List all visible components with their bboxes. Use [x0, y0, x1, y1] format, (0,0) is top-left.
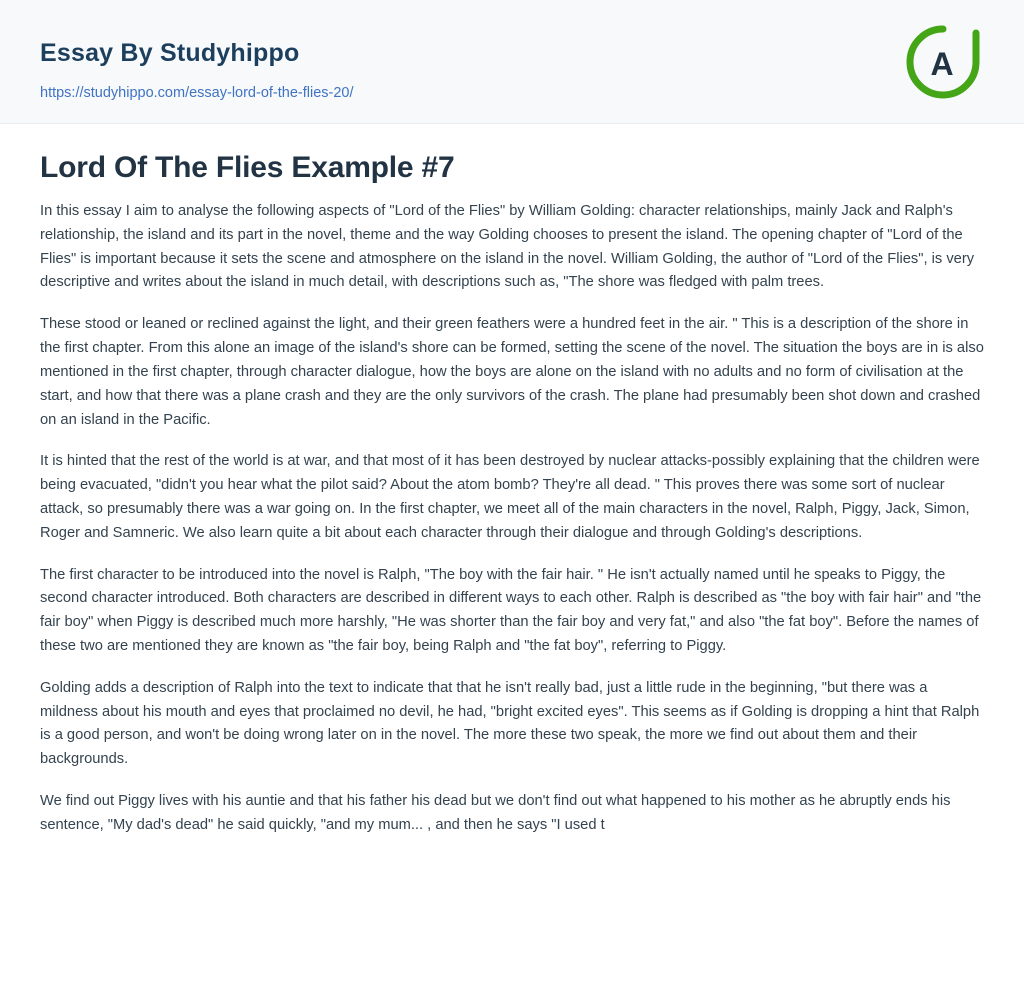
page-title: Lord Of The Flies Example #7 [40, 151, 455, 184]
paragraph: It is hinted that the rest of the world is at war, and that most of it has been destroyed by nuclear attacks-possibly explaining that the children were being evacuated, "didn't you hear what the pilot said? About the atom bomb? They're all dead. " This proves there was some sort of nuclear attack, so presumably there was a war going on. In the first chapter, we meet all of the main characters in the novel, Ralph, Piggy, Jack, Simon, Roger and Samneric. We also learn quite a bit about each character through their dialogue and through Golding's descriptions. [40, 453, 980, 541]
paragraph: We find out Piggy lives with his auntie and that his father his dead but we don't find out what happened to his mother as he abruptly ends his sentence, "My dad's dead" he said quickly, "and my mum... , and then he says "I used t [40, 793, 951, 833]
article-body [0, 124, 1024, 838]
paragraph: These stood or leaned or reclined against the light, and their green feathers were a hundred feet in the air. " This is a description of the shore in the first chapter. From this alone an image of the island's shore can be formed, setting the scene of the novel. The situation the boys are in is also mentioned in the first chapter, through character dialogue, how the boys are alone on the island with no adults and no form of civilisation at the start, and how that there was a plane crash and they are the only survivors of the crash. The plane had presumably been shot down and crashed on an island in the Pacific. [40, 316, 984, 428]
paragraph: Golding adds a description of Ralph into the text to indicate that that he isn't really bad, just a little rude in the beginning, "but there was a mildness about his mouth and eyes that proclaimed no devil, he had, "bright excited eyes". This seems as if Golding is dropping a hint that Ralph is a good person, and won't be doing wrong later on in the novel. The more these two speak, the more we find out about them and their backgrounds. [40, 679, 980, 768]
paragraph: In this essay I aim to analyse the following aspects of "Lord of the Flies" by William Golding: character relationships, mainly Jack and Ralph's relationship, the island and its part in the novel, theme and the way Golding chooses to present the island. The opening chapter of "Lord of the Flies" is important because it sets the scene and atmosphere on the island in the novel. William Golding, the author of "Lord of the Flies", is very descriptive and writes about the island in much detail, with descriptions such as, "The shore was fledged with palm trees. [40, 203, 975, 291]
site-header [0, 0, 1024, 124]
brand-name: Studyhippo [159, 39, 300, 67]
svg-text:A: A [930, 46, 954, 82]
paragraph: The first character to be introduced into the novel is Ralph, "The boy with the fair hair. " He isn't actually named until he speaks to Piggy, the second character introduced. Both characters are described in different ways to each other. Ralph is described as "the boy with fair hair" and "the fair boy" when Piggy is described much more harshly, "He was shorter than the fair boy and very fat," and also "the fat boy". Before the names of these two are mentioned they are known as "the fair boy, being Ralph and "the fat boy", referring to Piggy. [40, 566, 982, 654]
brand-prefix: Essay By [40, 39, 160, 67]
site-brand [40, 41, 299, 66]
studyhippo-logo-icon [904, 23, 982, 101]
source-url-link[interactable]: https://studyhippo.com/essay-lord-of-the-flies-20/ [40, 85, 354, 101]
